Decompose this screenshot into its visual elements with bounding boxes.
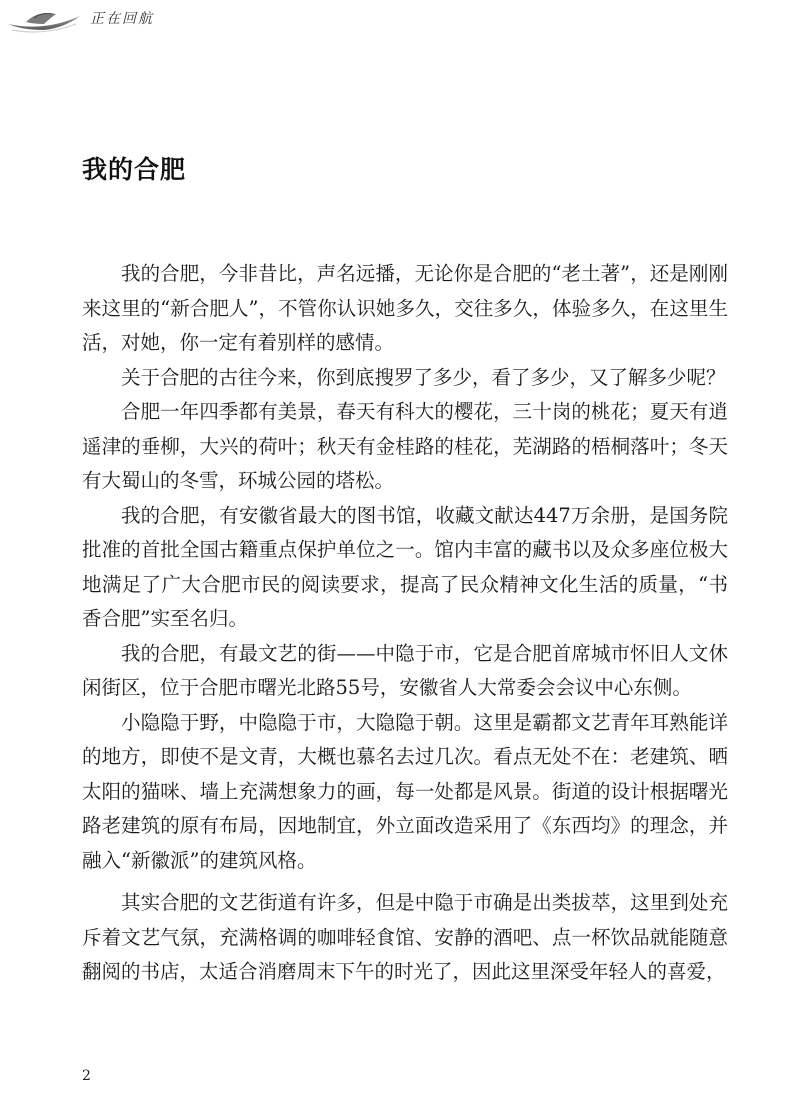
paragraph: 其实合肥的文艺街道有许多，但是中隐于市确是出类拔萃，这里到处充斥着文艺气氛，充满格调的咖啡轻食馆、安静的酒吧、点一杯饮品就能随意翻阅的书店，太适合消磨周末下午的时光了，因此这里深受年轻人的喜爱， [82, 891, 728, 983]
paragraph: 合肥一年四季都有美景，春天有科大的樱花，三十岗的桃花；夏天有逍遥津的垂柳，大兴的荷叶；秋天有金桂路的桂花，芜湖路的梧桐落叶；冬天有大蜀山的冬雪，环城公园的塔松。 [82, 400, 728, 492]
running-header [0, 0, 800, 40]
paragraph: 我的合肥，有安徽省最大的图书馆，收藏文献达447万余册，是国务院批准的首批全国古籍重点保护单位之一。馆内丰富的藏书以及众多座位极大地满足了广大合肥市民的阅读要求，提高了民众精神文化生活的质量，“书香合肥”实至名归。 [82, 503, 728, 630]
header-title: 正在回航 [90, 11, 154, 27]
paragraph: 关于合肥的古往今来，你到底搜罗了多少，看了多少，又了解多少呢？ [121, 365, 726, 389]
boat-icon [4, 2, 84, 38]
page-number: 2 [82, 1068, 91, 1084]
paragraph: 小隐隐于野，中隐隐于市，大隐隐于朝。这里是霸都文艺青年耳熟能详的地方，即使不是文青，大概也慕名去过几次。看点无处不在：老建筑、晒太阳的猫咪、墙上充满想象力的画，每一处都是风景。街道的设计根据曙光路老建筑的原有布局，因地制宜，外立面改造采用了《东西均》的理念，并融入“新徽派”的建筑风格。 [82, 710, 728, 872]
article-body [82, 257, 728, 990]
paragraph: 我的合肥，有最文艺的街——中隐于市，它是合肥首席城市怀旧人文休闲街区，位于合肥市曙光北路55号，安徽省人大常委会会议中心东侧。 [82, 641, 728, 699]
paragraph: 我的合肥，今非昔比，声名远播，无论你是合肥的“老土著”，还是刚刚来这里的“新合肥人”，不管你认识她多久，交往多久，体验多久，在这里生活，对她，你一定有着别样的感情。 [82, 262, 728, 354]
chapter-title: 我的合肥 [82, 155, 187, 184]
